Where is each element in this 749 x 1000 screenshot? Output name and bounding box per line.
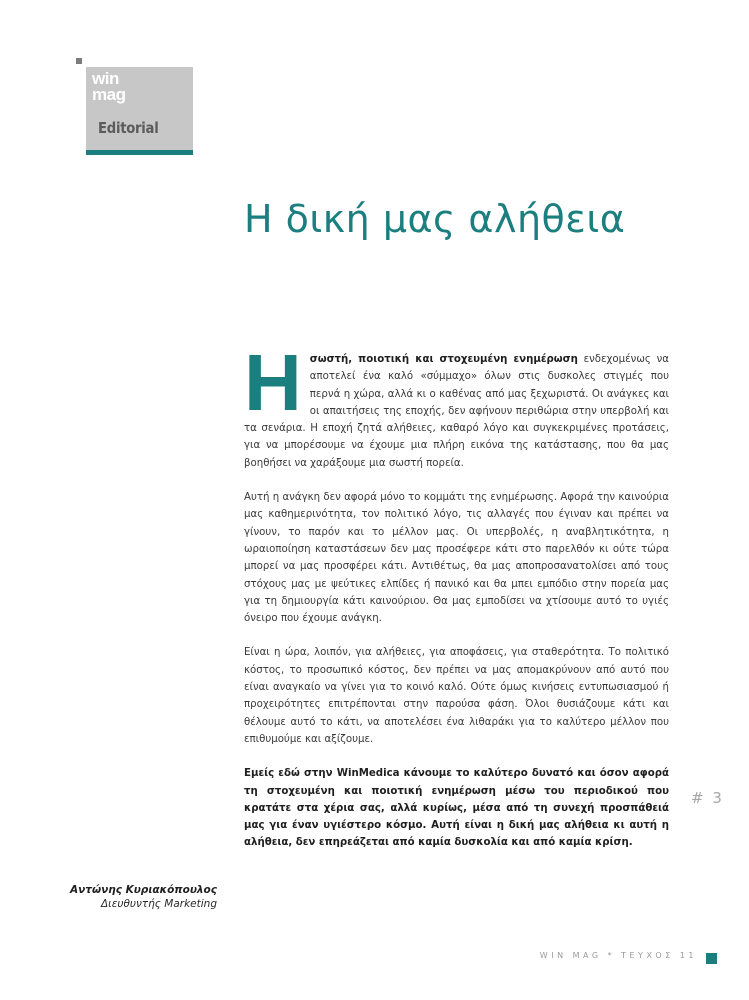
lead-bold-text: σωστή, ποιοτική και στοχευμένη ενημέρωση bbox=[309, 354, 578, 365]
author-name: Αντώνης Κυριακόπουλος bbox=[69, 884, 217, 896]
section-header-box bbox=[86, 67, 193, 150]
logo-line: mag bbox=[92, 85, 126, 104]
corner-marker bbox=[76, 58, 82, 64]
article-paragraph bbox=[244, 338, 669, 472]
author-role: Διευθυντής Marketing bbox=[100, 898, 217, 910]
closing-paragraph: Εμείς εδώ στην WinMedica κάνουμε το καλύτερο δυνατό και όσον αφορά τη στοχευμένη και ποιοτική ενημέρωση μέσω του περιοδικού που κρατάτε στα χέρια σας, αλλά κυρίως, μέσα από τη συνεχή προσπάθειά μας για έναν υγιέστερο κόσμο. Αυτή είναι η δική μας αλήθεια κι αυτή η αλήθεια, δεν επηρεάζεται από καμία δυσκολία και από καμία κρίση. bbox=[244, 768, 669, 849]
page-title: Η δική μας αλήθεια bbox=[244, 197, 626, 241]
footer-marker bbox=[706, 953, 717, 964]
author-signature bbox=[70, 883, 217, 911]
footer-issue-label: WIN MAG * ΤΕΥΧΟΣ 11 bbox=[539, 951, 697, 960]
drop-cap: Η bbox=[244, 338, 302, 427]
win-mag-logo bbox=[92, 71, 142, 107]
article-paragraph: Είναι η ώρα, λοιπόν, για αλήθειες, για αποφάσεις, για σταθερότητα. Το πολιτικό κόστος, το προσωπικό κόστος, δεν πρέπει να μας απομακρύνουν από αυτό που είναι αναγκαίο να γίνει για το κοινό καλό. Ούτε όμως κινήσεις εντυπωσιασμού ή προχειρότητες επιτρέπονται στην παρούσα φάση. Όλοι θυσιάζουμε κάτι και θέλουμε αυτό το κάτι, να αποτελέσει ένα λιθαράκι για το καλύτερο μέλλον που επιθυμούμε και αξίζουμε. bbox=[244, 647, 669, 745]
logo-line: win bbox=[92, 69, 119, 88]
section-label: Editorial bbox=[98, 119, 159, 137]
article-paragraph: Αυτή η ανάγκη δεν αφορά μόνο το κομμάτι της ενημέρωσης. Αφορά την καινούρια μας καθημερινότητα, τον πολιτικό λόγο, τις αλλαγές που έγιναν και πρέπει να γίνουν, το παρόν και το μέλλον μας. Οι υπερβολές, η αναβλητικότητα, η ωραιοποίηση καταστάσεων δεν μας προσέφερε κάτι στο παρελθόν κι ούτε τώρα μπορεί να μας προσφέρει κάτι. Αντιθέτως, θα μας αποπροσανατολίσει από τους στόχους μας με ψεύτικες ελπίδες ή πανικό και θα μπει εμπόδιο στην πορεία μας για τη δημιουργία κάτι καινούριου. Θα μας εμποδίσει να χτίσουμε αυτό το υγιές όνειρο που έχουμε ανάγκη. bbox=[244, 492, 669, 625]
article-body bbox=[244, 338, 669, 869]
page-number-tag: # 3 bbox=[691, 789, 724, 807]
header-accent-bar bbox=[86, 150, 193, 155]
lead-text: ενδεχομένως να αποτελεί ένα καλό «σύμμαχο» όλων στις δυσκολες στιγμές που περνά η χώρα, αλλά κι ο καθένας από μας ξεχωριστά. Οι ανάγκες και οι απαιτήσεις της εποχής, δεν αφήνουν περιθώρια στην υπερβολή και τα σενάρια. Η εποχή ζητά αλήθειες, καθαρό λόγο και συγκεκριμένες προτάσεις, για να μπορέσουμε να έχουμε μια πλήρη εικόνα της κατάστασης, που θα μας βοηθήσει να χαράξουμε μια σωστή πορεία. bbox=[244, 354, 669, 469]
